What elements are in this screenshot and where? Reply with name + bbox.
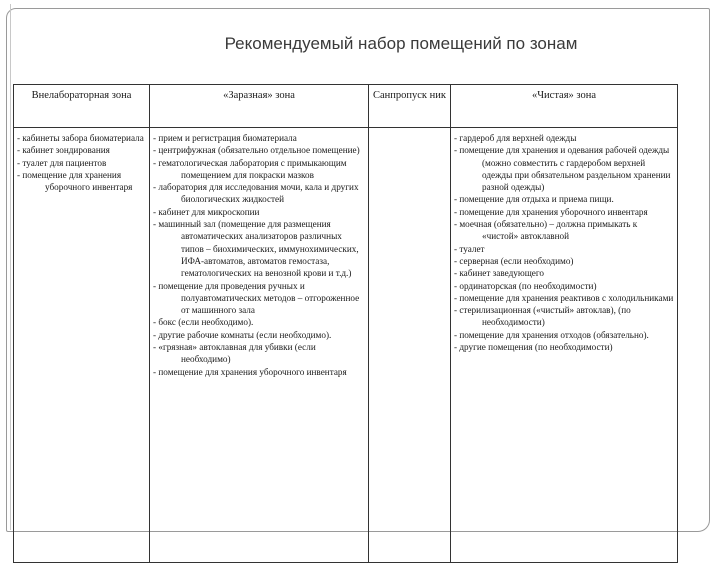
header-infectious-zone: «Заразная» зона — [150, 85, 369, 128]
room-item: - кабинет для микроскопии — [153, 206, 260, 217]
col-infectious-zone — [150, 128, 369, 563]
room-item: - помещение для хранения уборочного инвентаря — [17, 169, 133, 193]
room-item: - помещение для хранения и одевания рабочей одежды (можно совместить с гардеробом верхней одежды при обязательном раздельном хранении разной одежды) — [454, 145, 671, 193]
room-item: - помещение для отдыха и приема пищи. — [454, 194, 614, 205]
room-item: - помещение для хранения реактивов с холодильниками — [454, 292, 674, 303]
col-outside-lab-zone — [14, 128, 150, 563]
header-outside-lab-zone: Внелабораторная зона — [14, 85, 150, 128]
room-item: - прием и регистрация биоматериала — [153, 133, 297, 143]
room-item: - гардероб для верхней одежды — [454, 133, 577, 143]
room-item: - ординаторская (по необходимости) — [454, 280, 597, 291]
room-item: - туалет — [454, 243, 485, 254]
header-clean-zone: «Чистая» зона — [451, 85, 678, 128]
header-row — [14, 85, 678, 128]
room-item: - другие рабочие комнаты (если необходимо). — [153, 329, 332, 340]
room-item: - другие помещения (по необходимости) — [454, 342, 613, 353]
slide-inner-frame — [10, 4, 699, 530]
col-sanitary-checkpoint — [369, 128, 451, 563]
room-item: - помещение для проведения ручных и полуавтоматических методов – отгороженное от машинного зала — [153, 280, 360, 316]
slide-title: Рекомендуемый набор помещений по зонам — [224, 34, 578, 53]
room-item: - гематологическая лаборатория с примыкающим помещением для покраски мазков — [153, 157, 347, 180]
room-item: - моечная (обязательно) – должна примыкать к «чистой» автоклавной — [454, 219, 638, 242]
room-item: - центрифужная (обязательно отдельное помещение) — [153, 145, 360, 156]
room-item: - бокс (если необходимо). — [153, 317, 254, 328]
room-item: - кабинет зондирования — [17, 145, 110, 156]
room-list — [153, 132, 365, 378]
room-item: - кабинет заведующего — [454, 268, 545, 279]
room-list — [17, 132, 146, 193]
room-item: - серверная (если необходимо) — [454, 255, 574, 266]
room-list — [454, 132, 674, 353]
room-item: - помещение для хранения отходов (обязательно). — [454, 329, 649, 340]
room-item: - помещение для хранения уборочного инвентаря — [454, 206, 648, 217]
room-item: - машинный зал (помещение для размещения автоматических анализаторов различных типов – биохимических, иммунохимических, ИФА-автоматов, автоматов гемостаза, гематологических на венозной крови и т.д.) — [153, 219, 359, 279]
room-item: - стерилизационная («чистый» автоклав), (по необходимости) — [454, 305, 631, 328]
header-sanitary-checkpoint: Санпропуск ник — [369, 85, 451, 128]
room-item: - туалет для пациентов — [17, 157, 107, 168]
col-clean-zone — [451, 128, 678, 563]
room-item: - лаборатория для исследования мочи, кала и других биологических жидкостей — [153, 182, 359, 205]
room-item: - «грязная» автоклавная для убивки (если необходимо) — [153, 342, 316, 365]
content-row — [14, 128, 678, 563]
room-item: - кабинеты забора биоматериала — [17, 133, 144, 143]
zones-table — [13, 84, 678, 563]
room-item: - помещение для хранения уборочного инвентаря — [153, 366, 347, 377]
